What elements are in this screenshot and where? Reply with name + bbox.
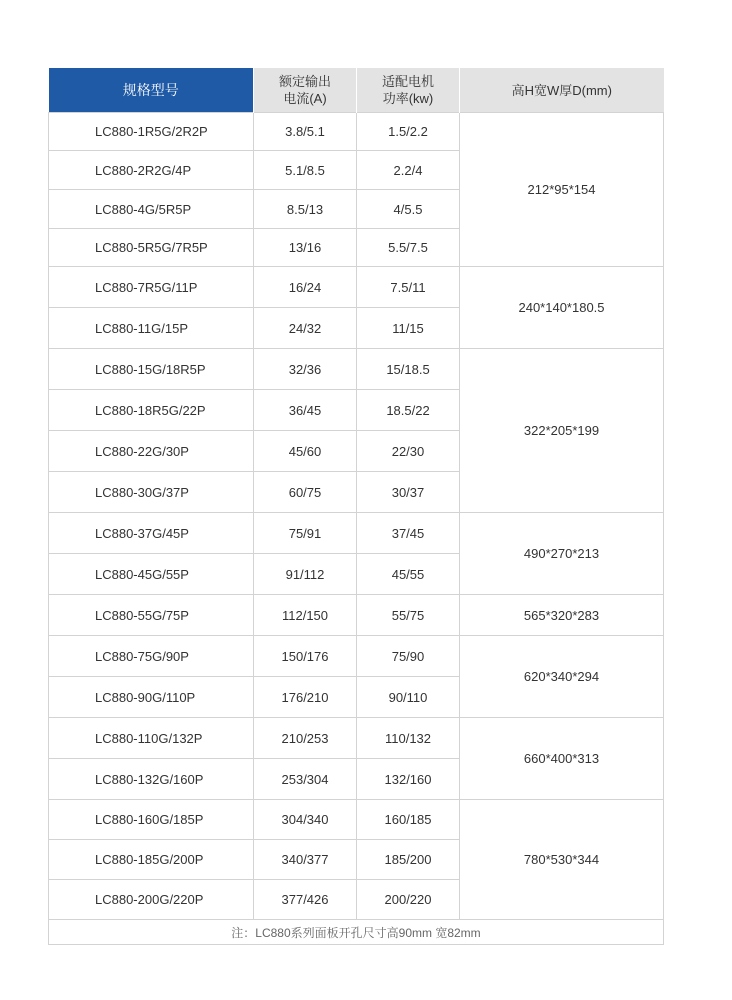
power-cell: 18.5/22 (357, 390, 460, 431)
current-cell: 253/304 (254, 759, 357, 800)
current-cell: 60/75 (254, 472, 357, 513)
current-cell: 36/45 (254, 390, 357, 431)
model-cell: LC880-15G/18R5P (49, 349, 254, 390)
current-cell: 150/176 (254, 636, 357, 677)
power-cell: 22/30 (357, 431, 460, 472)
dims-cell: 322*205*199 (460, 349, 664, 513)
power-cell: 2.2/4 (357, 151, 460, 190)
current-cell: 5.1/8.5 (254, 151, 357, 190)
model-cell: LC880-30G/37P (49, 472, 254, 513)
power-cell: 185/200 (357, 840, 460, 880)
dims-cell: 620*340*294 (460, 636, 664, 718)
model-cell: LC880-22G/30P (49, 431, 254, 472)
header-row (49, 68, 664, 113)
model-cell: LC880-160G/185P (49, 800, 254, 840)
dims-cell: 490*270*213 (460, 513, 664, 595)
power-cell: 90/110 (357, 677, 460, 718)
power-cell: 5.5/7.5 (357, 229, 460, 267)
current-cell: 45/60 (254, 431, 357, 472)
dims-cell: 565*320*283 (460, 595, 664, 636)
current-cell: 340/377 (254, 840, 357, 880)
model-cell: LC880-90G/110P (49, 677, 254, 718)
model-cell: LC880-55G/75P (49, 595, 254, 636)
current-cell: 304/340 (254, 800, 357, 840)
note-row (49, 920, 664, 945)
current-cell: 8.5/13 (254, 190, 357, 229)
table-note: 注：LC880系列面板开孔尺寸高90mm 宽82mm (49, 920, 664, 945)
header-model: 规格型号 (49, 68, 254, 113)
power-cell: 30/37 (357, 472, 460, 513)
current-cell: 112/150 (254, 595, 357, 636)
dims-cell: 660*400*313 (460, 718, 664, 800)
header-current-line2: 电流(A) (283, 91, 327, 106)
model-cell: LC880-5R5G/7R5P (49, 229, 254, 267)
dims-cell: 212*95*154 (460, 113, 664, 267)
header-dims: 高H宽W厚D(mm) (460, 68, 664, 113)
power-cell: 1.5/2.2 (357, 113, 460, 151)
current-cell: 176/210 (254, 677, 357, 718)
table-row (49, 349, 664, 390)
dims-cell: 240*140*180.5 (460, 267, 664, 349)
model-cell: LC880-37G/45P (49, 513, 254, 554)
current-cell: 75/91 (254, 513, 357, 554)
power-cell: 75/90 (357, 636, 460, 677)
current-cell: 3.8/5.1 (254, 113, 357, 151)
table-row (49, 595, 664, 636)
power-cell: 45/55 (357, 554, 460, 595)
spec-table (48, 68, 663, 945)
dims-cell: 780*530*344 (460, 800, 664, 920)
current-cell: 210/253 (254, 718, 357, 759)
header-current (254, 68, 357, 113)
current-cell: 32/36 (254, 349, 357, 390)
current-cell: 91/112 (254, 554, 357, 595)
model-cell: LC880-185G/200P (49, 840, 254, 880)
power-cell: 15/18.5 (357, 349, 460, 390)
power-cell: 55/75 (357, 595, 460, 636)
header-current-line1: 额定输出 (278, 74, 331, 89)
header-power-line2: 功率(kw) (382, 91, 434, 106)
spec-table-grid (48, 68, 664, 945)
current-cell: 377/426 (254, 880, 357, 920)
table-row (49, 513, 664, 554)
table-row (49, 113, 664, 151)
power-cell: 11/15 (357, 308, 460, 349)
model-cell: LC880-45G/55P (49, 554, 254, 595)
model-cell: LC880-110G/132P (49, 718, 254, 759)
current-cell: 24/32 (254, 308, 357, 349)
table-row (49, 636, 664, 677)
model-cell: LC880-132G/160P (49, 759, 254, 800)
power-cell: 110/132 (357, 718, 460, 759)
power-cell: 200/220 (357, 880, 460, 920)
model-cell: LC880-200G/220P (49, 880, 254, 920)
model-cell: LC880-11G/15P (49, 308, 254, 349)
header-power-line1: 适配电机 (381, 74, 434, 89)
table-row (49, 800, 664, 840)
table-row (49, 718, 664, 759)
model-cell: LC880-18R5G/22P (49, 390, 254, 431)
current-cell: 16/24 (254, 267, 357, 308)
table-row (49, 267, 664, 308)
power-cell: 160/185 (357, 800, 460, 840)
power-cell: 132/160 (357, 759, 460, 800)
power-cell: 37/45 (357, 513, 460, 554)
model-cell: LC880-1R5G/2R2P (49, 113, 254, 151)
model-cell: LC880-7R5G/11P (49, 267, 254, 308)
current-cell: 13/16 (254, 229, 357, 267)
model-cell: LC880-75G/90P (49, 636, 254, 677)
power-cell: 7.5/11 (357, 267, 460, 308)
model-cell: LC880-2R2G/4P (49, 151, 254, 190)
header-power (357, 68, 460, 113)
model-cell: LC880-4G/5R5P (49, 190, 254, 229)
power-cell: 4/5.5 (357, 190, 460, 229)
